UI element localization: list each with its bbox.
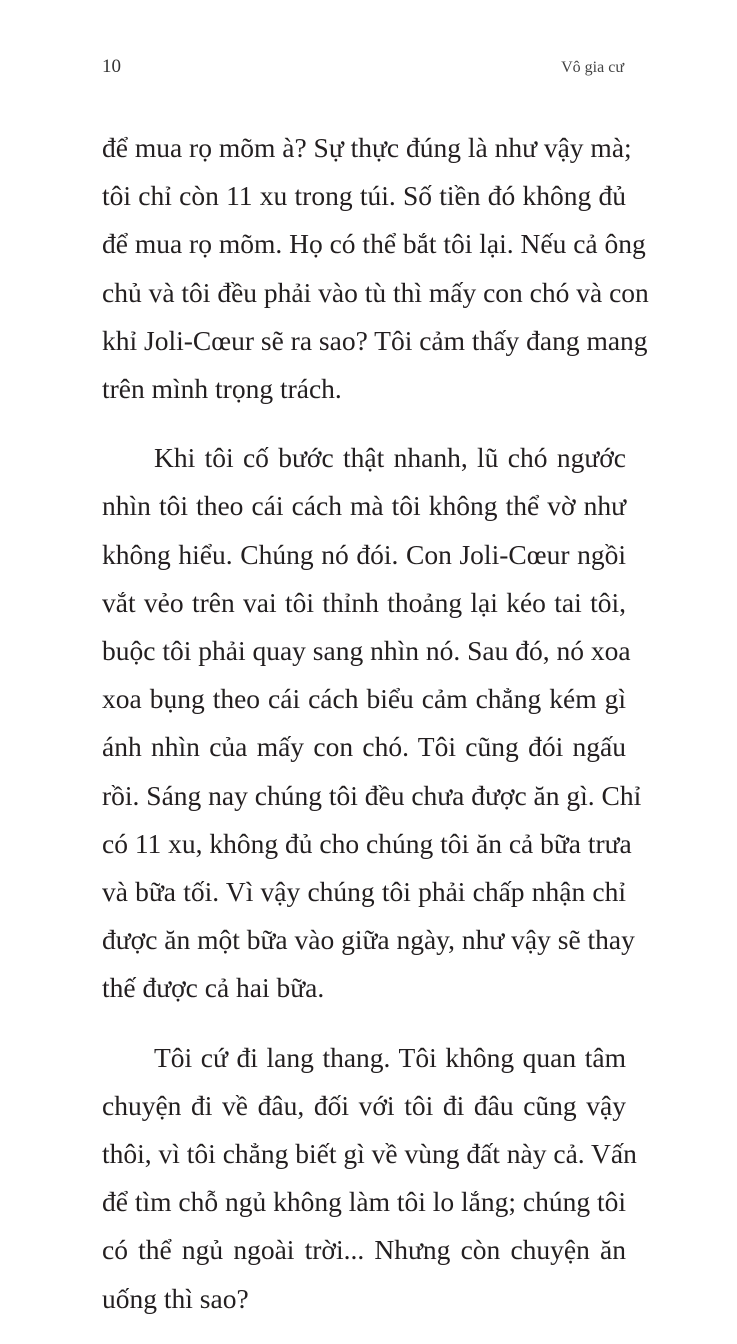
- text-line: chuyện đi về đâu, đối với tôi đi đâu cũng vậy: [102, 1089, 626, 1121]
- paragraph-1: [102, 124, 649, 413]
- text-line: nhìn tôi theo cái cách mà tôi không thể vờ như: [102, 490, 626, 522]
- text-line: được ăn một bữa vào giữa ngày, như vậy sẽ thay: [102, 924, 635, 956]
- text-line: thôi, vì tôi chẳng biết gì về vùng đất này cả. Vấn: [102, 1138, 637, 1170]
- text-line: không hiểu. Chúng nó đói. Con Joli-Cœur ngồi: [102, 538, 626, 570]
- text-line: trên mình trọng trách.: [102, 373, 342, 405]
- text-line: Tôi cứ đi lang thang. Tôi không quan tâm: [154, 1041, 626, 1073]
- text-line: để mua rọ mõm à? Sự thực đúng là như vậy mà;: [102, 132, 632, 163]
- text-line: rồi. Sáng nay chúng tôi đều chưa được ăn gì. Chỉ: [102, 779, 642, 811]
- page-number: 10: [102, 56, 121, 77]
- paragraph-2: [102, 434, 642, 1012]
- text-line: ánh nhìn của mấy con chó. Tôi cũng đói ngấu: [102, 731, 626, 763]
- text-line: tôi chỉ còn 11 xu trong túi. Số tiền đó không đủ: [102, 180, 626, 212]
- book-title: Vô gia cư: [561, 59, 624, 76]
- text-line: chủ và tôi đều phải vào tù thì mấy con chó và con: [102, 276, 649, 308]
- text-line: có 11 xu, không đủ cho chúng tôi ăn cả bữa trưa: [102, 827, 632, 859]
- text-line: Khi tôi cố bước thật nhanh, lũ chó ngước: [154, 442, 626, 474]
- text-line: buộc tôi phải quay sang nhìn nó. Sau đó, nó xoa: [102, 635, 631, 667]
- text-line: vắt vẻo trên vai tôi thỉnh thoảng lại kéo tai tôi,: [102, 586, 626, 618]
- text-line: để tìm chỗ ngủ không làm tôi lo lắng; chúng tôi: [102, 1186, 626, 1218]
- text-line: uống thì sao?: [102, 1282, 249, 1314]
- running-header: [102, 56, 624, 86]
- paragraph-3: [102, 1034, 637, 1323]
- text-line: để mua rọ mõm. Họ có thể bắt tôi lại. Nếu cả ông: [102, 228, 646, 260]
- body-text: [102, 124, 649, 1344]
- text-line: và bữa tối. Vì vậy chúng tôi phải chấp nhận chỉ: [102, 876, 626, 908]
- text-line: khỉ Joli-Cœur sẽ ra sao? Tôi cảm thấy đang mang: [102, 324, 648, 356]
- text-line: thế được cả hai bữa.: [102, 972, 325, 1004]
- text-line: xoa bụng theo cái cách biểu cảm chẳng kém gì: [102, 683, 626, 715]
- text-line: có thể ngủ ngoài trời... Nhưng còn chuyện ăn: [102, 1234, 626, 1266]
